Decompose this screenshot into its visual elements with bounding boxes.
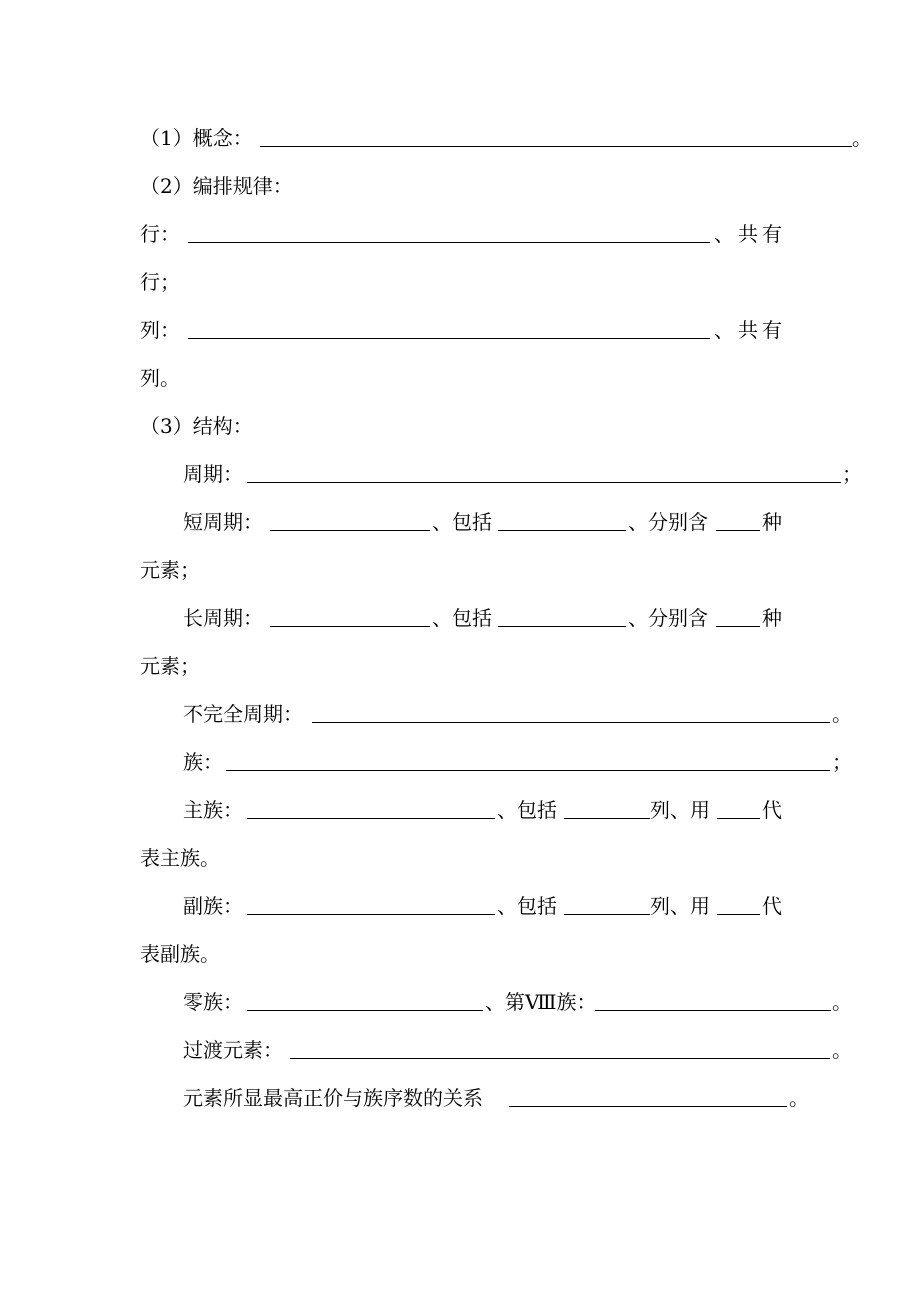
transition-elements-tail: 。	[832, 1038, 852, 1062]
valence-relation-label: 元素所显最高正价与族序数的关系	[183, 1086, 483, 1110]
short-period-end: 元素；	[140, 558, 200, 582]
column-rule-blank[interactable]	[188, 338, 710, 339]
row-rule-tail: 、共有	[714, 222, 786, 246]
transition-elements-blank[interactable]	[290, 1058, 830, 1059]
sub-group-end: 表副族。	[140, 942, 220, 966]
valence-relation-blank[interactable]	[509, 1106, 787, 1107]
concept-blank[interactable]	[260, 146, 852, 147]
column-rule-label: 列：	[140, 318, 180, 342]
sub-group-blank-1[interactable]	[247, 914, 495, 915]
sub-group-mid1: 、包括	[497, 894, 557, 918]
valence-relation-tail: 。	[789, 1086, 809, 1110]
concept-label: （1）概念：	[140, 126, 253, 150]
period-tail: ；	[842, 462, 862, 486]
main-group-tail: 代	[762, 798, 782, 822]
transition-elements-label: 过渡元素：	[183, 1038, 283, 1062]
main-group-mid2: 列、用	[650, 798, 710, 822]
column-rule-tail: 、共有	[714, 318, 786, 342]
group-blank[interactable]	[226, 770, 830, 771]
group-eight-blank[interactable]	[595, 1010, 831, 1011]
long-period-tail: 种	[762, 606, 782, 630]
short-period-mid2: 、分别含	[628, 510, 708, 534]
group-label: 族：	[183, 750, 223, 774]
incomplete-period-blank[interactable]	[312, 722, 830, 723]
long-period-mid1: 、包括	[432, 606, 492, 630]
main-group-end: 表主族。	[140, 846, 220, 870]
long-period-blank-3[interactable]	[716, 626, 760, 627]
sub-group-label: 副族：	[183, 894, 243, 918]
column-rule-end: 列。	[140, 366, 180, 390]
main-group-mid1: 、包括	[497, 798, 557, 822]
short-period-blank-1[interactable]	[270, 530, 430, 531]
short-period-label: 短周期：	[183, 510, 263, 534]
row-rule-end: 行；	[140, 270, 180, 294]
sub-group-blank-2[interactable]	[564, 914, 650, 915]
group-tail: ；	[832, 750, 852, 774]
long-period-blank-2[interactable]	[498, 626, 626, 627]
short-period-blank-2[interactable]	[498, 530, 626, 531]
short-period-mid1: 、包括	[432, 510, 492, 534]
short-period-tail: 种	[762, 510, 782, 534]
zero-group-blank[interactable]	[247, 1010, 483, 1011]
long-period-blank-1[interactable]	[270, 626, 430, 627]
group-eight-label: 、第Ⅷ族：	[485, 990, 597, 1014]
incomplete-period-tail: 。	[832, 702, 852, 726]
arrangement-label: （2）编排规律：	[140, 174, 293, 198]
main-group-blank-1[interactable]	[247, 818, 495, 819]
main-group-blank-2[interactable]	[564, 818, 650, 819]
concept-tail: 。	[852, 126, 872, 150]
row-rule-blank[interactable]	[188, 242, 710, 243]
row-rule-label: 行：	[140, 222, 180, 246]
long-period-mid2: 、分别含	[628, 606, 708, 630]
incomplete-period-label: 不完全周期：	[183, 702, 303, 726]
main-group-label: 主族：	[183, 798, 243, 822]
short-period-blank-3[interactable]	[716, 530, 760, 531]
zero-group-label: 零族：	[183, 990, 243, 1014]
structure-label: （3）结构：	[140, 414, 253, 438]
sub-group-mid2: 列、用	[650, 894, 710, 918]
period-blank[interactable]	[247, 482, 841, 483]
period-label: 周期：	[183, 462, 243, 486]
zero-group-tail: 。	[832, 990, 852, 1014]
main-group-blank-3[interactable]	[717, 818, 760, 819]
sub-group-blank-3[interactable]	[717, 914, 760, 915]
long-period-end: 元素；	[140, 654, 200, 678]
sub-group-tail: 代	[762, 894, 782, 918]
long-period-label: 长周期：	[183, 606, 263, 630]
